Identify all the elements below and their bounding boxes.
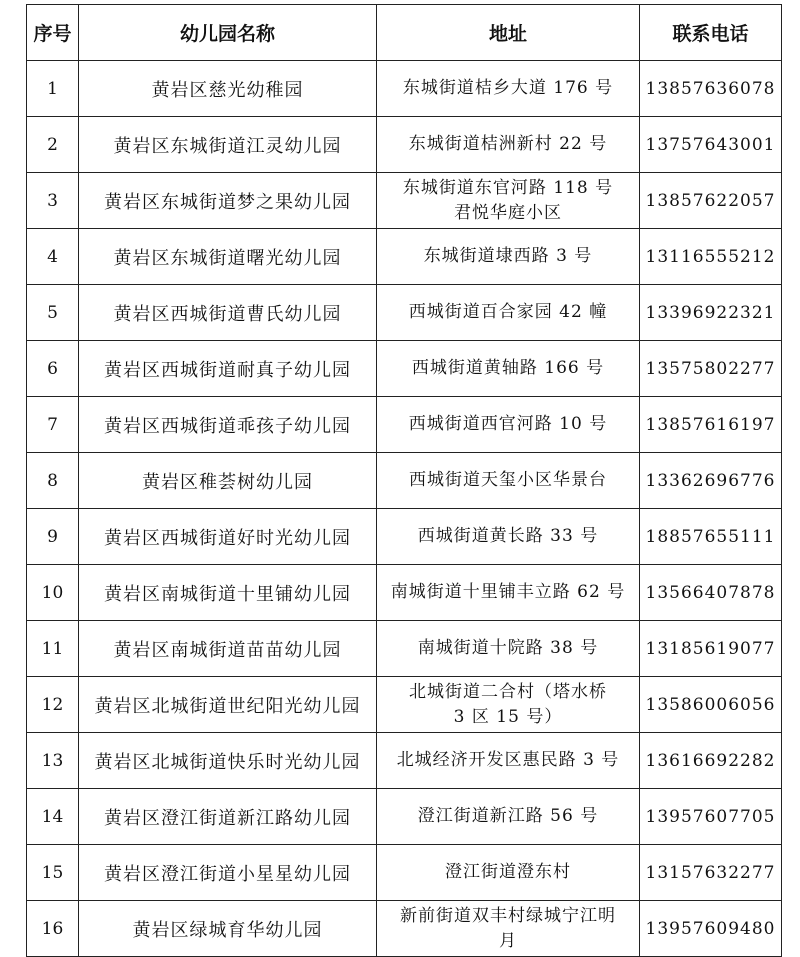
kindergarten-address: 西城街道黄轴路 166 号 (377, 341, 640, 397)
header-no: 序号 (27, 5, 79, 61)
table-row (27, 677, 782, 733)
contact-phone: 18857655111 (640, 509, 782, 565)
kindergarten-name: 黄岩区西城街道曹氏幼儿园 (79, 285, 377, 341)
kindergarten-name: 黄岩区西城街道耐真子幼儿园 (79, 341, 377, 397)
table-row (27, 789, 782, 845)
table-body (27, 61, 782, 957)
kindergarten-name: 黄岩区绿城育华幼儿园 (79, 901, 377, 957)
row-number: 11 (27, 621, 79, 677)
contact-phone: 13857636078 (640, 61, 782, 117)
kindergarten-name: 黄岩区东城街道曙光幼儿园 (79, 229, 377, 285)
table-row (27, 117, 782, 173)
header-row (27, 5, 782, 61)
row-number: 16 (27, 901, 79, 957)
kindergarten-address: 南城街道十里铺丰立路 62 号 (377, 565, 640, 621)
contact-phone: 13586006056 (640, 677, 782, 733)
kindergarten-name: 黄岩区西城街道乖孩子幼儿园 (79, 397, 377, 453)
table-row (27, 61, 782, 117)
contact-phone: 13957609480 (640, 901, 782, 957)
kindergarten-address: 澄江街道澄东村 (377, 845, 640, 901)
kindergarten-name: 黄岩区西城街道好时光幼儿园 (79, 509, 377, 565)
table-row (27, 285, 782, 341)
kindergarten-address: 西城街道西官河路 10 号 (377, 397, 640, 453)
table-row (27, 509, 782, 565)
contact-phone: 13575802277 (640, 341, 782, 397)
kindergarten-address: 新前街道双丰村绿城宁江明 月 (377, 901, 640, 957)
row-number: 9 (27, 509, 79, 565)
table-row (27, 453, 782, 509)
kindergarten-name: 黄岩区东城街道江灵幼儿园 (79, 117, 377, 173)
contact-phone: 13362696776 (640, 453, 782, 509)
contact-phone: 13616692282 (640, 733, 782, 789)
table-row (27, 397, 782, 453)
row-number: 6 (27, 341, 79, 397)
row-number: 4 (27, 229, 79, 285)
row-number: 12 (27, 677, 79, 733)
table-row (27, 173, 782, 229)
contact-phone: 13566407878 (640, 565, 782, 621)
contact-phone: 13116555212 (640, 229, 782, 285)
kindergarten-name: 黄岩区南城街道十里铺幼儿园 (79, 565, 377, 621)
row-number: 5 (27, 285, 79, 341)
kindergarten-address: 北城街道二合村（塔水桥 3 区 15 号） (377, 677, 640, 733)
row-number: 13 (27, 733, 79, 789)
kindergarten-name: 黄岩区澄江街道新江路幼儿园 (79, 789, 377, 845)
contact-phone: 13857616197 (640, 397, 782, 453)
contact-phone: 13157632277 (640, 845, 782, 901)
table-row (27, 565, 782, 621)
kindergarten-name: 黄岩区澄江街道小星星幼儿园 (79, 845, 377, 901)
row-number: 3 (27, 173, 79, 229)
kindergarten-address: 北城经济开发区惠民路 3 号 (377, 733, 640, 789)
kindergarten-address: 西城街道天玺小区华景台 (377, 453, 640, 509)
table-row (27, 845, 782, 901)
row-number: 15 (27, 845, 79, 901)
kindergarten-address: 东城街道东官河路 118 号 君悦华庭小区 (377, 173, 640, 229)
kindergarten-name: 黄岩区稚荟树幼儿园 (79, 453, 377, 509)
header-phone: 联系电话 (640, 5, 782, 61)
row-number: 14 (27, 789, 79, 845)
contact-phone: 13396922321 (640, 285, 782, 341)
kindergarten-address: 南城街道十院路 38 号 (377, 621, 640, 677)
kindergarten-address: 东城街道埭西路 3 号 (377, 229, 640, 285)
kindergarten-address: 西城街道百合家园 42 幢 (377, 285, 640, 341)
kindergarten-address: 澄江街道新江路 56 号 (377, 789, 640, 845)
table-row (27, 901, 782, 957)
row-number: 7 (27, 397, 79, 453)
kindergarten-table (26, 4, 782, 957)
kindergarten-address: 东城街道桔乡大道 176 号 (377, 61, 640, 117)
row-number: 1 (27, 61, 79, 117)
row-number: 10 (27, 565, 79, 621)
contact-phone: 13957607705 (640, 789, 782, 845)
kindergarten-address: 东城街道桔洲新村 22 号 (377, 117, 640, 173)
table-row (27, 733, 782, 789)
kindergarten-name: 黄岩区南城街道苗苗幼儿园 (79, 621, 377, 677)
contact-phone: 13757643001 (640, 117, 782, 173)
header-name: 幼儿园名称 (79, 5, 377, 61)
kindergarten-name: 黄岩区东城街道梦之果幼儿园 (79, 173, 377, 229)
table-row (27, 621, 782, 677)
header-address: 地址 (377, 5, 640, 61)
table-row (27, 229, 782, 285)
kindergarten-address: 西城街道黄长路 33 号 (377, 509, 640, 565)
row-number: 8 (27, 453, 79, 509)
contact-phone: 13185619077 (640, 621, 782, 677)
row-number: 2 (27, 117, 79, 173)
kindergarten-name: 黄岩区慈光幼稚园 (79, 61, 377, 117)
contact-phone: 13857622057 (640, 173, 782, 229)
kindergarten-name: 黄岩区北城街道快乐时光幼儿园 (79, 733, 377, 789)
kindergarten-name: 黄岩区北城街道世纪阳光幼儿园 (79, 677, 377, 733)
table-row (27, 341, 782, 397)
